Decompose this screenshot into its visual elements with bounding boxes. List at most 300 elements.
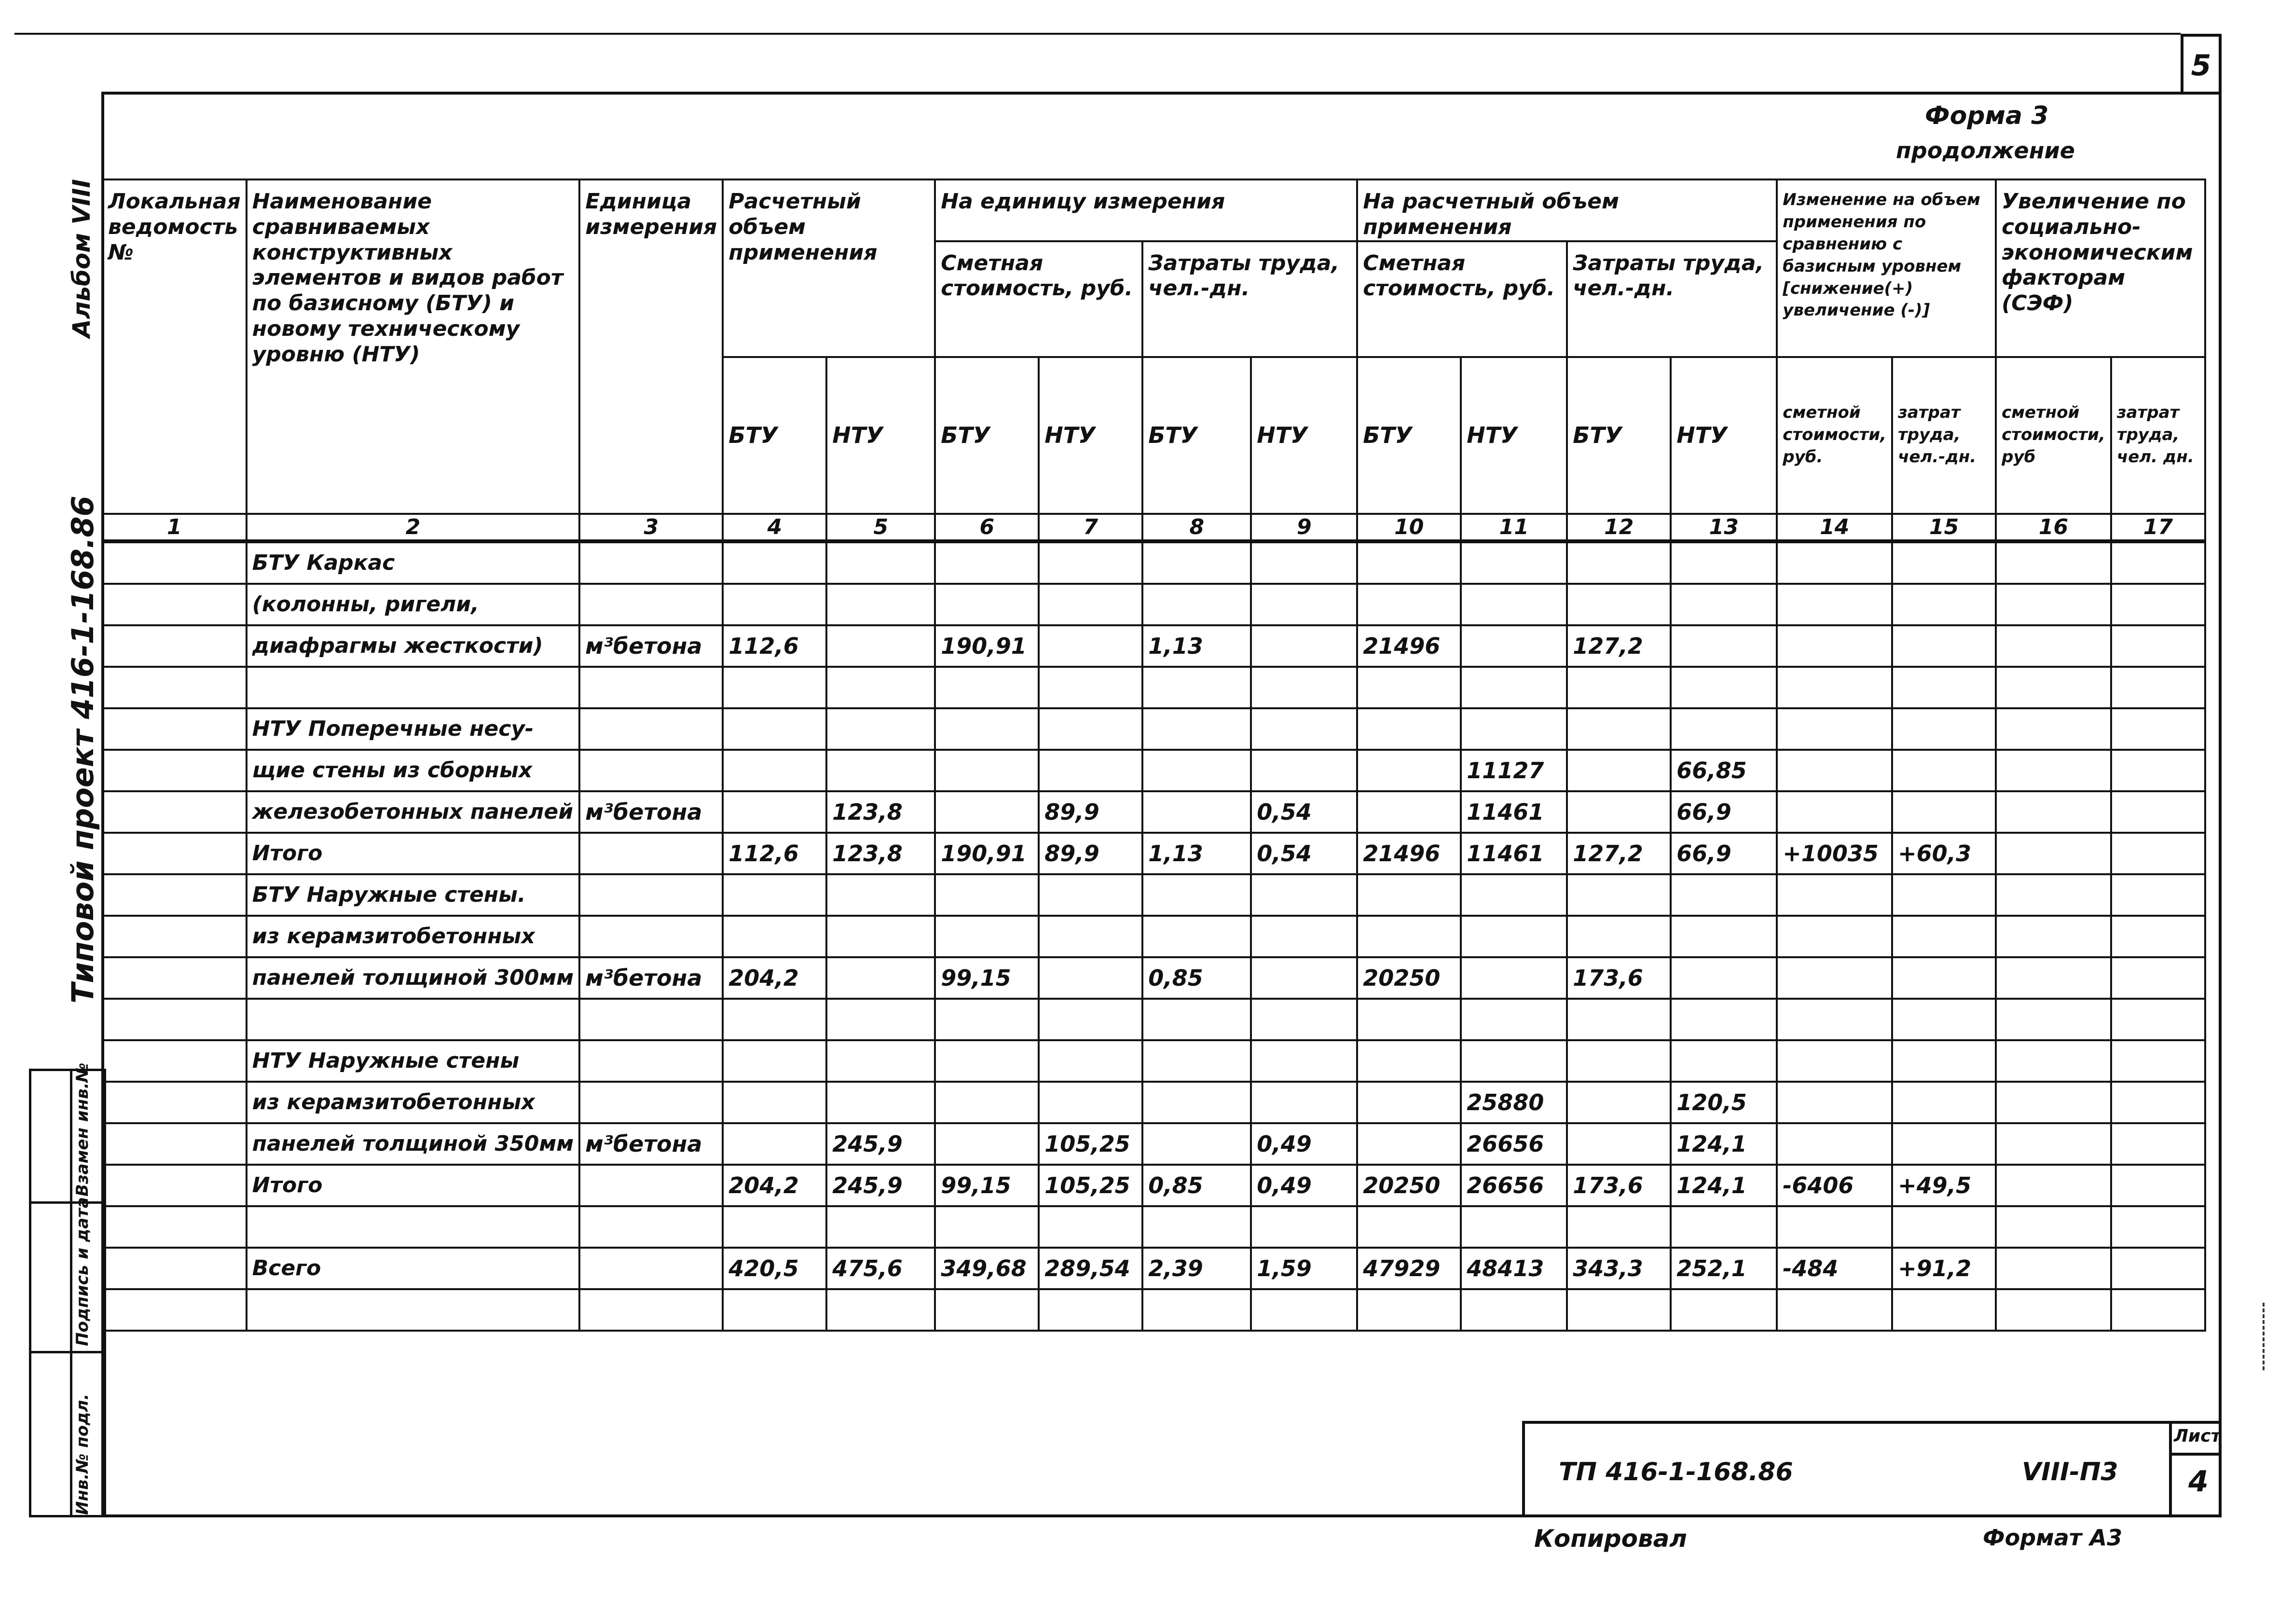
table-cell bbox=[102, 791, 247, 833]
table-cell bbox=[1461, 1206, 1567, 1248]
table-cell bbox=[1777, 791, 1892, 833]
table-row bbox=[102, 791, 2205, 833]
table-cell bbox=[1777, 541, 1892, 584]
table-cell bbox=[723, 916, 826, 957]
table-row bbox=[102, 1248, 2205, 1289]
comparison-table bbox=[101, 179, 2206, 1332]
table-cell bbox=[1142, 916, 1251, 957]
table-cell bbox=[1996, 625, 2111, 667]
table-cell bbox=[102, 1040, 247, 1082]
table-cell bbox=[2111, 708, 2205, 750]
table-cell bbox=[1357, 708, 1461, 750]
table-cell bbox=[1777, 1040, 1892, 1082]
table-cell: 173,6 bbox=[1567, 957, 1671, 999]
table-cell bbox=[2111, 833, 2205, 874]
table-cell bbox=[1996, 791, 2111, 833]
continued-label: продолжение bbox=[1896, 138, 2075, 164]
table-cell bbox=[1777, 874, 1892, 916]
table-cell: 105,25 bbox=[1039, 1165, 1142, 1206]
table-cell bbox=[2111, 541, 2205, 584]
table-cell bbox=[826, 1082, 935, 1123]
table-cell bbox=[723, 1206, 826, 1248]
row-name-cell bbox=[247, 667, 580, 708]
table-row bbox=[102, 667, 2205, 708]
table-cell: 99,15 bbox=[935, 957, 1039, 999]
table-cell bbox=[1142, 667, 1251, 708]
list-number: 4 bbox=[2188, 1465, 2209, 1499]
table-cell bbox=[102, 999, 247, 1040]
table-cell: 349,68 bbox=[935, 1248, 1039, 1289]
table-cell bbox=[1777, 667, 1892, 708]
table-cell: 204,2 bbox=[723, 957, 826, 999]
table-cell bbox=[1357, 584, 1461, 625]
table-cell bbox=[1671, 874, 1777, 916]
table-cell bbox=[1039, 541, 1142, 584]
table-cell: 120,5 bbox=[1671, 1082, 1777, 1123]
table-cell: 112,6 bbox=[723, 833, 826, 874]
table-cell bbox=[1142, 1123, 1251, 1165]
table-cell: -484 bbox=[1777, 1248, 1892, 1289]
table-row bbox=[102, 1165, 2205, 1206]
table-cell bbox=[1777, 999, 1892, 1040]
table-cell bbox=[935, 541, 1039, 584]
row-name-cell: диафрагмы жесткости) bbox=[247, 625, 580, 667]
table-cell bbox=[1461, 1289, 1567, 1331]
top-border-line bbox=[14, 33, 2181, 35]
table-cell bbox=[1777, 708, 1892, 750]
table-cell bbox=[826, 625, 935, 667]
table-cell bbox=[1251, 916, 1357, 957]
table-cell: 204,2 bbox=[723, 1165, 826, 1206]
header-volume-cost: Сметная стоимость, руб. bbox=[1357, 241, 1567, 357]
table-cell bbox=[2111, 1248, 2205, 1289]
table-cell: 124,1 bbox=[1671, 1165, 1777, 1206]
header-name: Наименование сравниваемых конструктивных элементов и видов работ по базисному (БТУ) и новому техническому уровню (НТУ) bbox=[247, 179, 580, 514]
table-cell bbox=[1567, 874, 1671, 916]
table-cell: 123,8 bbox=[826, 791, 935, 833]
table-cell bbox=[826, 750, 935, 791]
row-name-cell: из керамзитобетонных bbox=[247, 1082, 580, 1123]
table-cell bbox=[1996, 667, 2111, 708]
row-name-cell: БТУ Наружные стены. bbox=[247, 874, 580, 916]
table-cell bbox=[1996, 1248, 2111, 1289]
table-cell bbox=[1251, 750, 1357, 791]
table-cell: 1,13 bbox=[1142, 833, 1251, 874]
table-cell bbox=[1567, 708, 1671, 750]
row-name-cell: БТУ Каркас bbox=[247, 541, 580, 584]
table-cell bbox=[1777, 1206, 1892, 1248]
table-cell bbox=[1567, 667, 1671, 708]
table-cell bbox=[1142, 874, 1251, 916]
table-cell: 11461 bbox=[1461, 833, 1567, 874]
table-cell bbox=[826, 916, 935, 957]
row-name-cell bbox=[247, 1206, 580, 1248]
column-number-row: 1 2 3 4 5 6 7 8 9 10 11 12 13 14 15 16 17 bbox=[102, 514, 2205, 541]
table-cell bbox=[1461, 874, 1567, 916]
stamp-replace-inv: Взамен инв.№ bbox=[73, 1062, 92, 1197]
table-cell bbox=[1039, 999, 1142, 1040]
table-cell: 99,15 bbox=[935, 1165, 1039, 1206]
table-row bbox=[102, 625, 2205, 667]
table-cell bbox=[1039, 916, 1142, 957]
table-cell bbox=[1777, 1123, 1892, 1165]
table-cell bbox=[102, 541, 247, 584]
table-cell: 343,3 bbox=[1567, 1248, 1671, 1289]
table-cell: 66,9 bbox=[1671, 791, 1777, 833]
approval-stamps bbox=[29, 1062, 106, 1517]
project-label: Типовой проект 416-1-168.86 bbox=[65, 495, 100, 1004]
format-label: Формат А3 bbox=[1983, 1525, 2123, 1551]
table-cell bbox=[2111, 584, 2205, 625]
table-cell bbox=[826, 957, 935, 999]
stamp-signature-date: Подпись и дата bbox=[73, 1197, 92, 1346]
table-cell bbox=[1461, 708, 1567, 750]
table-cell: 123,8 bbox=[826, 833, 935, 874]
table-cell bbox=[1357, 750, 1461, 791]
table-cell: 0,54 bbox=[1251, 791, 1357, 833]
header-unit-labor: Затраты труда, чел.-дн. bbox=[1142, 241, 1357, 357]
table-cell: 0,54 bbox=[1251, 833, 1357, 874]
table-cell bbox=[579, 750, 723, 791]
table-cell bbox=[1251, 625, 1357, 667]
table-cell bbox=[2111, 667, 2205, 708]
header-change: Изменение на объем применения по сравнению с базисным уровнем [снижение(+) увеличение (-)] bbox=[1777, 179, 1996, 357]
edge-mark bbox=[2263, 1303, 2268, 1370]
table-cell: 11127 bbox=[1461, 750, 1567, 791]
table-cell bbox=[1461, 584, 1567, 625]
table-cell bbox=[1892, 999, 1996, 1040]
row-name-cell: Итого bbox=[247, 1165, 580, 1206]
table-cell bbox=[1567, 750, 1671, 791]
table-cell bbox=[1567, 1123, 1671, 1165]
table-cell bbox=[1892, 791, 1996, 833]
table-cell bbox=[723, 541, 826, 584]
table-cell bbox=[1039, 667, 1142, 708]
row-name-cell bbox=[247, 1289, 580, 1331]
header-btu: БТУ bbox=[935, 357, 1039, 514]
table-cell: 26656 bbox=[1461, 1123, 1567, 1165]
table-cell bbox=[1892, 750, 1996, 791]
sheet-code: VIII-П3 bbox=[2022, 1458, 2118, 1486]
table-cell bbox=[1142, 999, 1251, 1040]
table-cell bbox=[935, 750, 1039, 791]
table-cell bbox=[1996, 874, 2111, 916]
table-cell: 47929 bbox=[1357, 1248, 1461, 1289]
table-cell: 190,91 bbox=[935, 625, 1039, 667]
table-cell bbox=[1251, 999, 1357, 1040]
table-cell bbox=[723, 1289, 826, 1331]
table-cell bbox=[826, 584, 935, 625]
table-cell bbox=[826, 874, 935, 916]
copied-by: Копировал bbox=[1534, 1525, 1687, 1553]
table-row bbox=[102, 1289, 2205, 1331]
table-cell bbox=[102, 1165, 247, 1206]
table-cell bbox=[1671, 667, 1777, 708]
table-cell bbox=[1671, 1040, 1777, 1082]
table-row bbox=[102, 750, 2205, 791]
header-change-labor: затрат труда, чел.-дн. bbox=[1892, 357, 1996, 514]
table-cell bbox=[1251, 1040, 1357, 1082]
table-cell bbox=[1996, 999, 2111, 1040]
table-cell bbox=[935, 1206, 1039, 1248]
sheet-top-number: 5 bbox=[2181, 34, 2222, 94]
table-cell bbox=[723, 874, 826, 916]
table-cell bbox=[1039, 1206, 1142, 1248]
table-cell: +91,2 bbox=[1892, 1248, 1996, 1289]
row-name-cell: щие стены из сборных bbox=[247, 750, 580, 791]
table-cell: 420,5 bbox=[723, 1248, 826, 1289]
table-cell bbox=[2111, 1165, 2205, 1206]
table-cell bbox=[579, 833, 723, 874]
table-cell bbox=[2111, 874, 2205, 916]
table-cell bbox=[102, 625, 247, 667]
table-cell: м³бетона bbox=[579, 625, 723, 667]
table-cell bbox=[1142, 750, 1251, 791]
table-cell: 1,59 bbox=[1251, 1248, 1357, 1289]
header-ntu: НТУ bbox=[1461, 357, 1567, 514]
table-cell bbox=[1567, 791, 1671, 833]
table-cell bbox=[579, 1289, 723, 1331]
table-cell: +10035 bbox=[1777, 833, 1892, 874]
table-cell bbox=[1892, 708, 1996, 750]
table-cell bbox=[1039, 584, 1142, 625]
row-name-cell: НТУ Наружные стены bbox=[247, 1040, 580, 1082]
table-cell bbox=[1892, 541, 1996, 584]
table-cell bbox=[1567, 1040, 1671, 1082]
table-cell bbox=[935, 916, 1039, 957]
table-cell bbox=[1671, 584, 1777, 625]
row-name-cell: железобетонных панелей bbox=[247, 791, 580, 833]
table-cell: 252,1 bbox=[1671, 1248, 1777, 1289]
table-cell bbox=[935, 874, 1039, 916]
table-cell: 124,1 bbox=[1671, 1123, 1777, 1165]
table-cell bbox=[935, 708, 1039, 750]
table-cell: 21496 bbox=[1357, 625, 1461, 667]
title-block bbox=[1522, 1421, 2222, 1517]
table-cell bbox=[2111, 999, 2205, 1040]
table-cell bbox=[579, 708, 723, 750]
table-cell bbox=[1671, 1206, 1777, 1248]
table-row bbox=[102, 1123, 2205, 1165]
table-cell bbox=[1142, 708, 1251, 750]
table-cell bbox=[1892, 1082, 1996, 1123]
table-cell bbox=[102, 833, 247, 874]
table-cell: 89,9 bbox=[1039, 833, 1142, 874]
table-cell bbox=[2111, 1082, 2205, 1123]
table-cell bbox=[1892, 874, 1996, 916]
table-cell bbox=[102, 1123, 247, 1165]
table-cell bbox=[579, 1040, 723, 1082]
table-row bbox=[102, 1040, 2205, 1082]
row-name-cell: из керамзитобетонных bbox=[247, 916, 580, 957]
table-row bbox=[102, 833, 2205, 874]
table-cell bbox=[1142, 1206, 1251, 1248]
table-cell bbox=[1892, 1040, 1996, 1082]
table-cell: 0,49 bbox=[1251, 1165, 1357, 1206]
table-cell bbox=[1461, 1040, 1567, 1082]
table-cell bbox=[1996, 957, 2111, 999]
row-name-cell: Всего bbox=[247, 1248, 580, 1289]
table-cell bbox=[1357, 999, 1461, 1040]
table-cell bbox=[723, 1123, 826, 1165]
table-cell bbox=[579, 584, 723, 625]
table-cell bbox=[723, 999, 826, 1040]
table-cell bbox=[1671, 708, 1777, 750]
table-cell bbox=[1671, 916, 1777, 957]
table-row bbox=[102, 708, 2205, 750]
header-volume-labor: Затраты труда, чел.-дн. bbox=[1567, 241, 1777, 357]
table-cell bbox=[1671, 999, 1777, 1040]
table-cell: 21496 bbox=[1357, 833, 1461, 874]
table-cell bbox=[1567, 1082, 1671, 1123]
table-cell bbox=[1996, 541, 2111, 584]
row-name-cell: (колонны, ригели, bbox=[247, 584, 580, 625]
table-cell bbox=[1777, 750, 1892, 791]
table-cell: +49,5 bbox=[1892, 1165, 1996, 1206]
table-cell: 1,13 bbox=[1142, 625, 1251, 667]
header-unit-cost: Сметная стоимость, руб. bbox=[935, 241, 1142, 357]
table-cell: 127,2 bbox=[1567, 833, 1671, 874]
table-cell bbox=[723, 708, 826, 750]
table-cell bbox=[1357, 1123, 1461, 1165]
header-per-unit: На единицу измерения bbox=[935, 179, 1357, 241]
header-local-statement: Локальная ведомость № bbox=[102, 179, 247, 514]
table-cell bbox=[1039, 708, 1142, 750]
table-cell bbox=[826, 1040, 935, 1082]
header-unit: Единица измерения bbox=[579, 179, 723, 514]
table-cell bbox=[2111, 625, 2205, 667]
table-cell bbox=[1777, 1289, 1892, 1331]
table-cell bbox=[102, 1289, 247, 1331]
table-cell bbox=[1996, 1082, 2111, 1123]
table-cell bbox=[1996, 1040, 2111, 1082]
table-cell: 0,85 bbox=[1142, 1165, 1251, 1206]
table-cell: м³бетона bbox=[579, 791, 723, 833]
stamp-inv-original: Инв.№ подл. bbox=[73, 1393, 92, 1515]
table-cell bbox=[1357, 1040, 1461, 1082]
table-cell bbox=[102, 584, 247, 625]
table-cell: 2,39 bbox=[1142, 1248, 1251, 1289]
table-cell bbox=[935, 667, 1039, 708]
table-cell bbox=[1777, 584, 1892, 625]
table-cell bbox=[1996, 708, 2111, 750]
table-cell bbox=[1892, 584, 1996, 625]
table-cell bbox=[935, 999, 1039, 1040]
table-cell bbox=[1996, 1123, 2111, 1165]
table-row bbox=[102, 957, 2205, 999]
table-cell bbox=[579, 999, 723, 1040]
table-cell bbox=[1461, 916, 1567, 957]
table-cell bbox=[102, 916, 247, 957]
table-cell bbox=[102, 1082, 247, 1123]
table-cell bbox=[1039, 874, 1142, 916]
header-sef: Увеличение по социально-экономическим факторам (СЭФ) bbox=[1996, 179, 2205, 357]
table-cell: 190,91 bbox=[935, 833, 1039, 874]
table-cell: 48413 bbox=[1461, 1248, 1567, 1289]
table-cell bbox=[1142, 541, 1251, 584]
header-calc-volume: Расчетный объем применения bbox=[723, 179, 935, 357]
table-cell bbox=[1357, 667, 1461, 708]
table-cell: +60,3 bbox=[1892, 833, 1996, 874]
table-cell bbox=[826, 1206, 935, 1248]
table-cell bbox=[1357, 541, 1461, 584]
table-row bbox=[102, 541, 2205, 584]
table-cell bbox=[935, 584, 1039, 625]
table-cell bbox=[1567, 999, 1671, 1040]
table-cell bbox=[102, 1206, 247, 1248]
table-cell bbox=[1777, 625, 1892, 667]
table-cell bbox=[1039, 1289, 1142, 1331]
table-cell: м³бетона bbox=[579, 957, 723, 999]
table-cell bbox=[2111, 916, 2205, 957]
table-cell bbox=[723, 584, 826, 625]
table-cell bbox=[1892, 1289, 1996, 1331]
table-cell: 66,85 bbox=[1671, 750, 1777, 791]
table-row bbox=[102, 999, 2205, 1040]
header-btu: БТУ bbox=[723, 357, 826, 514]
table-cell bbox=[102, 1248, 247, 1289]
table-cell: 20250 bbox=[1357, 957, 1461, 999]
row-name-cell bbox=[247, 999, 580, 1040]
table-cell bbox=[1892, 1123, 1996, 1165]
table-cell bbox=[723, 791, 826, 833]
table-cell bbox=[1892, 625, 1996, 667]
table-cell bbox=[1567, 1289, 1671, 1331]
table-cell: 0,49 bbox=[1251, 1123, 1357, 1165]
table-cell bbox=[1251, 957, 1357, 999]
table-cell bbox=[2111, 1040, 2205, 1082]
table-cell bbox=[579, 1165, 723, 1206]
table-cell: 0,85 bbox=[1142, 957, 1251, 999]
table-cell: 112,6 bbox=[723, 625, 826, 667]
table-cell: м³бетона bbox=[579, 1123, 723, 1165]
form-label: Форма 3 bbox=[1925, 101, 2049, 130]
table-cell bbox=[2111, 791, 2205, 833]
table-cell bbox=[1251, 541, 1357, 584]
table-cell: 26656 bbox=[1461, 1165, 1567, 1206]
table-cell bbox=[1039, 1082, 1142, 1123]
row-name-cell: НТУ Поперечные несу- bbox=[247, 708, 580, 750]
table-row bbox=[102, 584, 2205, 625]
table-cell: 245,9 bbox=[826, 1165, 935, 1206]
table-cell bbox=[723, 1040, 826, 1082]
header-btu: БТУ bbox=[1357, 357, 1461, 514]
table-cell bbox=[1461, 625, 1567, 667]
table-cell bbox=[1892, 916, 1996, 957]
table-cell bbox=[1251, 584, 1357, 625]
table-cell bbox=[1039, 625, 1142, 667]
table-cell: 475,6 bbox=[826, 1248, 935, 1289]
table-cell: 89,9 bbox=[1039, 791, 1142, 833]
table-cell bbox=[1671, 957, 1777, 999]
table-cell bbox=[1251, 708, 1357, 750]
table-cell bbox=[1567, 1206, 1671, 1248]
table-cell bbox=[935, 1082, 1039, 1123]
table-cell bbox=[1251, 1206, 1357, 1248]
table-cell bbox=[1357, 874, 1461, 916]
table-cell bbox=[1996, 833, 2111, 874]
table-cell bbox=[2111, 1289, 2205, 1331]
table-cell: -6406 bbox=[1777, 1165, 1892, 1206]
table-cell bbox=[1996, 1206, 2111, 1248]
table-cell bbox=[723, 667, 826, 708]
table-cell bbox=[1357, 791, 1461, 833]
table-cell bbox=[1142, 1040, 1251, 1082]
table-cell bbox=[826, 667, 935, 708]
header-ntu: НТУ bbox=[1671, 357, 1777, 514]
table-cell bbox=[1996, 1289, 2111, 1331]
table-cell bbox=[2111, 750, 2205, 791]
